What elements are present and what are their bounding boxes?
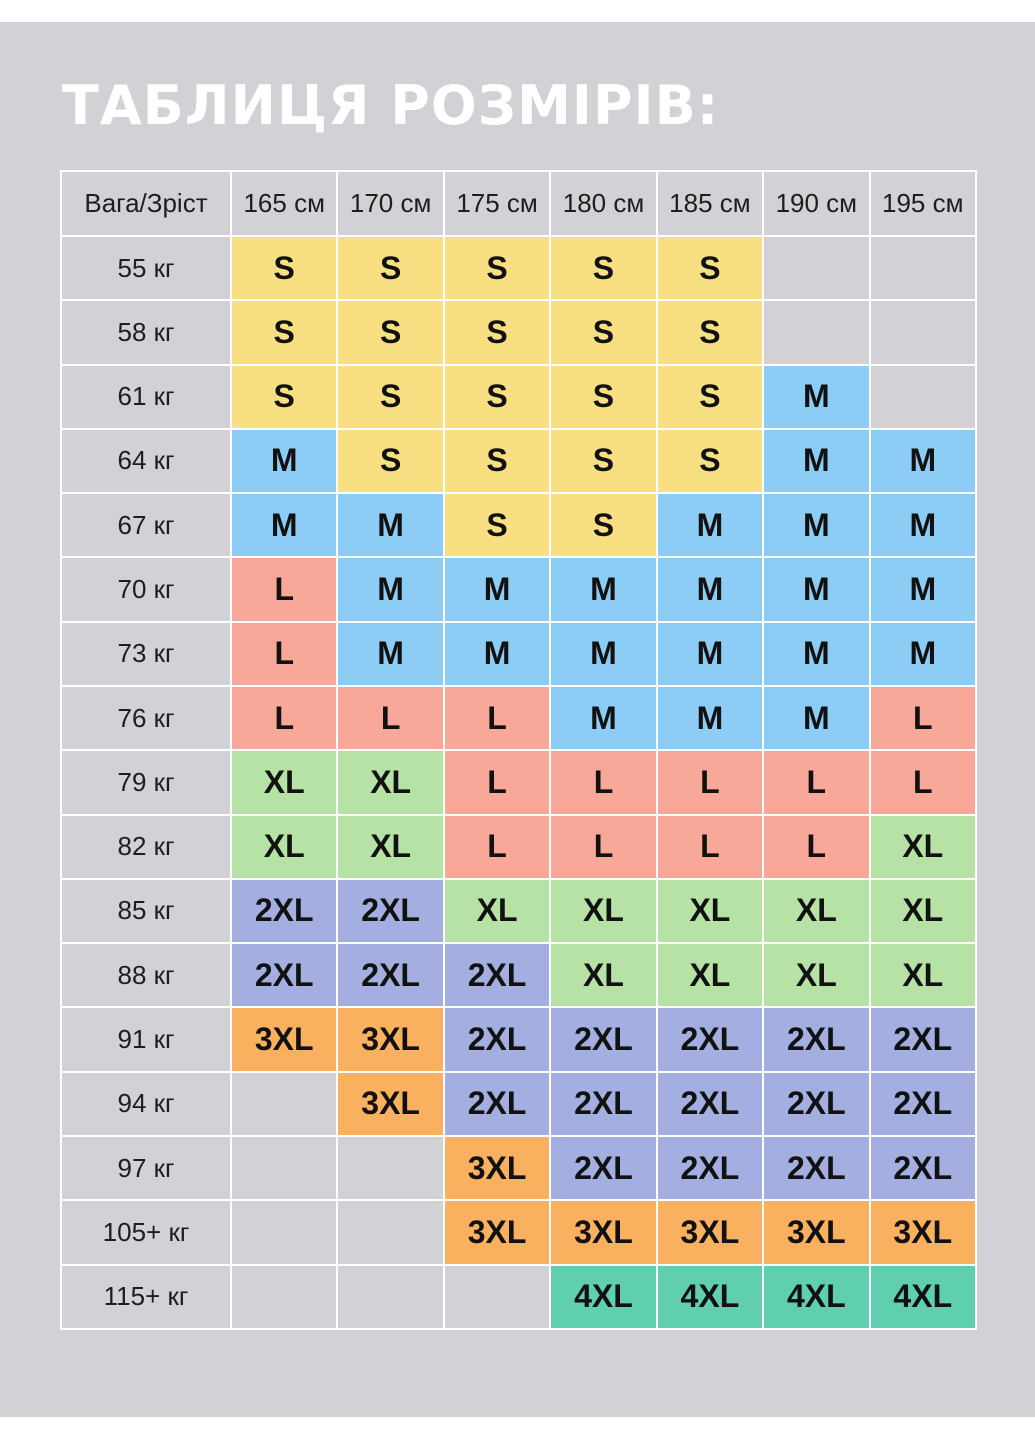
size-cell: 3XL xyxy=(444,1136,550,1200)
size-cell: XL xyxy=(444,879,550,943)
row-label: 88 кг xyxy=(61,943,231,1007)
row-label: 61 кг xyxy=(61,365,231,429)
size-cell: 2XL xyxy=(657,1072,763,1136)
size-cell xyxy=(231,1136,337,1200)
header-row xyxy=(61,171,976,236)
size-cell: L xyxy=(444,815,550,879)
size-cell: XL xyxy=(550,943,656,1007)
size-cell: 2XL xyxy=(550,1072,656,1136)
size-cell: M xyxy=(657,622,763,686)
size-cell: L xyxy=(657,815,763,879)
size-cell: M xyxy=(550,557,656,621)
size-cell: L xyxy=(550,750,656,814)
column-header: 185 см xyxy=(657,171,763,236)
size-cell: S xyxy=(444,429,550,493)
column-header: 195 см xyxy=(870,171,976,236)
size-cell: 3XL xyxy=(337,1072,443,1136)
size-cell xyxy=(231,1072,337,1136)
size-cell: M xyxy=(337,493,443,557)
table-row xyxy=(61,300,976,364)
size-cell: L xyxy=(870,750,976,814)
row-label: 67 кг xyxy=(61,493,231,557)
size-cell xyxy=(444,1265,550,1330)
size-cell: L xyxy=(231,686,337,750)
size-cell: 2XL xyxy=(657,1007,763,1071)
size-cell: L xyxy=(763,815,869,879)
size-cell: M xyxy=(870,429,976,493)
column-header: 180 см xyxy=(550,171,656,236)
size-cell: L xyxy=(231,622,337,686)
size-cell: M xyxy=(870,557,976,621)
size-table xyxy=(60,170,977,1330)
size-cell: 2XL xyxy=(763,1136,869,1200)
size-cell: 2XL xyxy=(444,1007,550,1071)
size-cell: 3XL xyxy=(231,1007,337,1071)
size-cell: 3XL xyxy=(763,1200,869,1264)
size-cell: 3XL xyxy=(870,1200,976,1264)
row-label: 115+ кг xyxy=(61,1265,231,1330)
page-title: ТАБЛИЦЯ РОЗМІРІВ: xyxy=(62,74,720,137)
column-header: 190 см xyxy=(763,171,869,236)
size-cell: L xyxy=(763,750,869,814)
size-cell: 4XL xyxy=(657,1265,763,1330)
size-cell: XL xyxy=(657,943,763,1007)
size-cell: 3XL xyxy=(657,1200,763,1264)
size-cell: M xyxy=(444,622,550,686)
background-panel xyxy=(0,22,1035,1417)
size-cell: XL xyxy=(337,815,443,879)
size-cell: XL xyxy=(231,750,337,814)
size-cell: M xyxy=(550,622,656,686)
size-cell: M xyxy=(337,557,443,621)
table-row xyxy=(61,429,976,493)
size-cell xyxy=(231,1200,337,1264)
table-row xyxy=(61,1200,976,1264)
row-label: 73 кг xyxy=(61,622,231,686)
row-label: 85 кг xyxy=(61,879,231,943)
size-cell: S xyxy=(657,365,763,429)
size-cell: L xyxy=(550,815,656,879)
row-label: 58 кг xyxy=(61,300,231,364)
size-cell: S xyxy=(337,300,443,364)
size-cell: XL xyxy=(763,943,869,1007)
size-cell: XL xyxy=(657,879,763,943)
size-cell xyxy=(870,365,976,429)
size-cell: 2XL xyxy=(657,1136,763,1200)
column-header: 175 см xyxy=(444,171,550,236)
size-cell: S xyxy=(337,429,443,493)
row-label: 94 кг xyxy=(61,1072,231,1136)
table-row xyxy=(61,622,976,686)
table-row xyxy=(61,879,976,943)
size-cell: S xyxy=(657,300,763,364)
table-row xyxy=(61,493,976,557)
column-header: 170 см xyxy=(337,171,443,236)
size-cell: M xyxy=(550,686,656,750)
size-cell: S xyxy=(231,365,337,429)
size-cell: 2XL xyxy=(444,1072,550,1136)
size-cell: XL xyxy=(231,815,337,879)
size-cell: 2XL xyxy=(550,1007,656,1071)
size-cell: 3XL xyxy=(444,1200,550,1264)
row-label: 82 кг xyxy=(61,815,231,879)
table-row xyxy=(61,1265,976,1330)
table-row xyxy=(61,365,976,429)
size-cell xyxy=(337,1200,443,1264)
size-cell: 2XL xyxy=(763,1007,869,1071)
table-row xyxy=(61,686,976,750)
size-cell: XL xyxy=(763,879,869,943)
size-cell xyxy=(763,236,869,300)
size-cell: L xyxy=(444,750,550,814)
size-cell: 4XL xyxy=(763,1265,869,1330)
size-cell: S xyxy=(550,236,656,300)
table-row xyxy=(61,1007,976,1071)
table-row xyxy=(61,1136,976,1200)
size-cell: M xyxy=(231,429,337,493)
size-cell: S xyxy=(657,429,763,493)
size-cell: XL xyxy=(550,879,656,943)
size-cell xyxy=(337,1265,443,1330)
size-cell: L xyxy=(444,686,550,750)
size-cell: 2XL xyxy=(337,879,443,943)
size-cell xyxy=(870,300,976,364)
size-cell xyxy=(763,300,869,364)
size-cell: M xyxy=(870,622,976,686)
size-cell: S xyxy=(550,300,656,364)
size-cell: S xyxy=(444,236,550,300)
size-cell: M xyxy=(763,686,869,750)
size-cell xyxy=(337,1136,443,1200)
size-cell: S xyxy=(657,236,763,300)
table-row xyxy=(61,557,976,621)
size-cell: M xyxy=(657,493,763,557)
size-cell: S xyxy=(444,493,550,557)
size-cell: M xyxy=(763,429,869,493)
size-cell: M xyxy=(231,493,337,557)
size-cell: M xyxy=(657,686,763,750)
size-cell: S xyxy=(231,300,337,364)
size-cell: 2XL xyxy=(870,1136,976,1200)
size-cell: S xyxy=(337,236,443,300)
size-cell: 4XL xyxy=(550,1265,656,1330)
size-cell: 4XL xyxy=(870,1265,976,1330)
size-cell: 3XL xyxy=(550,1200,656,1264)
row-label: 70 кг xyxy=(61,557,231,621)
row-label: 79 кг xyxy=(61,750,231,814)
table-row xyxy=(61,1072,976,1136)
size-cell: M xyxy=(763,365,869,429)
size-cell: 2XL xyxy=(870,1007,976,1071)
size-cell: XL xyxy=(870,943,976,1007)
size-cell: M xyxy=(444,557,550,621)
size-cell xyxy=(231,1265,337,1330)
size-cell: M xyxy=(337,622,443,686)
size-cell xyxy=(870,236,976,300)
size-cell: 2XL xyxy=(870,1072,976,1136)
size-cell: XL xyxy=(870,815,976,879)
size-cell: M xyxy=(763,622,869,686)
row-label: 97 кг xyxy=(61,1136,231,1200)
size-cell: 3XL xyxy=(337,1007,443,1071)
size-cell: 2XL xyxy=(231,943,337,1007)
size-cell: XL xyxy=(337,750,443,814)
column-header: 165 см xyxy=(231,171,337,236)
row-label: 55 кг xyxy=(61,236,231,300)
table-row xyxy=(61,750,976,814)
row-label: 64 кг xyxy=(61,429,231,493)
table-row xyxy=(61,815,976,879)
size-cell: S xyxy=(444,300,550,364)
size-cell: 2XL xyxy=(763,1072,869,1136)
row-label: 76 кг xyxy=(61,686,231,750)
size-cell: L xyxy=(657,750,763,814)
row-label: 91 кг xyxy=(61,1007,231,1071)
size-cell: 2XL xyxy=(231,879,337,943)
size-cell: S xyxy=(550,493,656,557)
size-cell: 2XL xyxy=(550,1136,656,1200)
row-label: 105+ кг xyxy=(61,1200,231,1264)
size-cell: 2XL xyxy=(444,943,550,1007)
size-cell: 2XL xyxy=(337,943,443,1007)
size-cell: M xyxy=(763,557,869,621)
size-cell: L xyxy=(870,686,976,750)
size-cell: L xyxy=(337,686,443,750)
size-cell: S xyxy=(550,429,656,493)
size-cell: XL xyxy=(870,879,976,943)
size-cell: M xyxy=(657,557,763,621)
size-cell: L xyxy=(231,557,337,621)
size-cell: M xyxy=(763,493,869,557)
corner-header: Вага/Зріст xyxy=(61,171,231,236)
table-row xyxy=(61,236,976,300)
table-row xyxy=(61,943,976,1007)
size-cell: S xyxy=(444,365,550,429)
size-cell: M xyxy=(870,493,976,557)
size-cell: S xyxy=(337,365,443,429)
size-cell: S xyxy=(231,236,337,300)
size-cell: S xyxy=(550,365,656,429)
